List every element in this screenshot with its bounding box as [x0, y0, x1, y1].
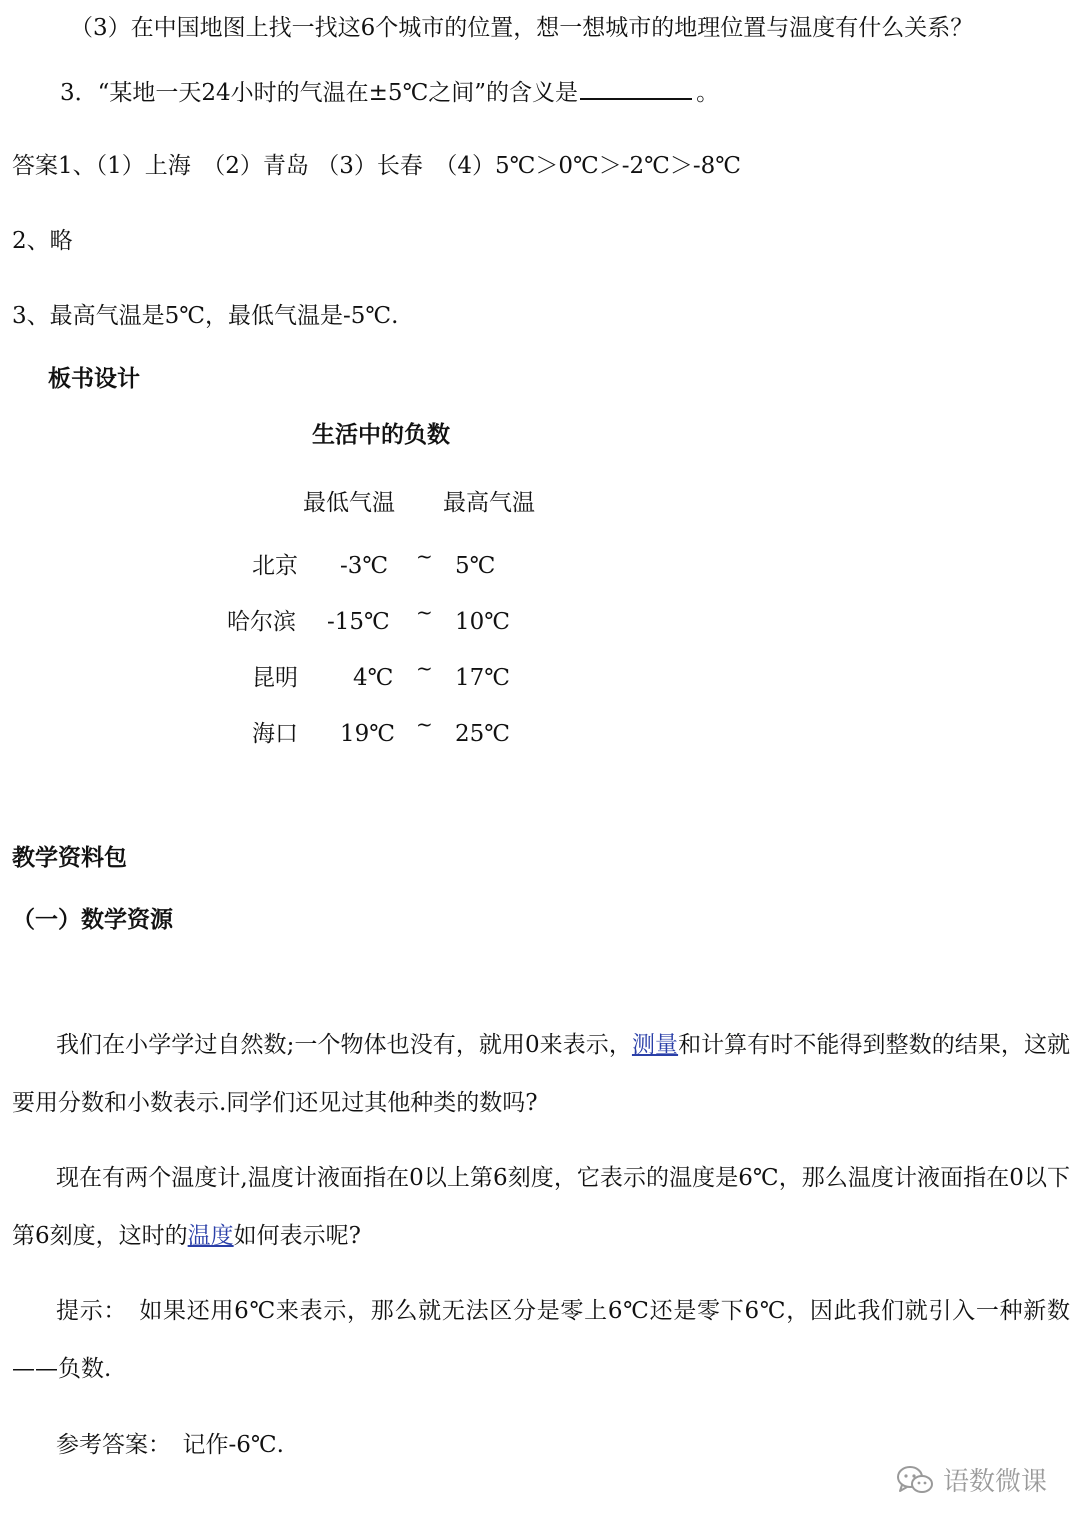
resources-subheading: （一）数学资源	[12, 906, 173, 933]
answer-3: 3、最高气温是5℃，最低气温是-5℃.	[12, 303, 399, 329]
city-name: 海口	[252, 721, 298, 747]
high-temp: 17℃	[455, 665, 510, 691]
low-temp: -3℃	[340, 553, 389, 579]
watermark-label: 语数微课	[943, 1467, 1048, 1497]
paragraph-2-text-b: 如何表示呢?	[233, 1223, 361, 1249]
low-temp: -15℃	[327, 609, 390, 635]
high-temp: 5℃	[455, 553, 496, 579]
range-tilde: ~	[416, 656, 433, 680]
board-heading: 板书设计	[48, 365, 140, 392]
answer-1: 答案1、（1）上海 （2）青岛 （3）长春 （4）5℃＞0℃＞-2℃＞-8℃	[12, 153, 741, 179]
wechat-watermark	[895, 1461, 1047, 1498]
link-measure[interactable]: 测量	[631, 1032, 679, 1058]
city-name: 北京	[252, 553, 298, 579]
city-name: 昆明	[252, 665, 298, 691]
link-temperature[interactable]: 温度	[187, 1223, 234, 1249]
board-title: 生活中的负数	[312, 421, 450, 448]
answer-blank	[580, 76, 692, 100]
question-3-sub: （3）在中国地图上找一找这6个城市的位置，想一想城市的地理位置与温度有什么关系？	[70, 15, 974, 41]
paragraph-2-text-a: 现在有两个温度计,温度计液面指在0以上第6刻度，它表示的温度是6℃，那么温度计液面指在0以下第6刻度，这时的	[12, 1165, 1070, 1249]
range-tilde: ~	[416, 544, 433, 568]
city-name: 哈尔滨	[227, 609, 296, 635]
question-3-text: 3．“某地一天24小时的气温在±5℃之间”的含义是	[60, 80, 579, 106]
high-temp: 10℃	[455, 609, 510, 635]
resources-heading: 教学资料包	[12, 844, 127, 871]
paragraph-1	[12, 1016, 1070, 1132]
answer-2: 2、略	[12, 228, 73, 254]
wechat-icon	[895, 1464, 935, 1496]
paragraph-answer: 参考答案： 记作-6℃.	[56, 1432, 284, 1458]
column-high: 最高气温	[443, 490, 535, 516]
high-temp: 25℃	[455, 721, 510, 747]
range-tilde: ~	[416, 712, 433, 736]
paragraph-hint: 提示： 如果还用6℃来表示，那么就无法区分是零上6℃还是零下6℃，因此我们就引入一种新数——负数.	[12, 1298, 1070, 1382]
column-low: 最低气温	[303, 490, 395, 516]
paragraph-1-text-b: 和计算有时不能得到整数的结果，这就要用分数和小数表示.同学们还见过其他种类的数吗?	[12, 1032, 1071, 1116]
low-temp: 4℃	[353, 665, 394, 691]
question-3-end: 。	[696, 80, 720, 106]
paragraph-2	[12, 1149, 1070, 1265]
paragraph-1-text-a: 我们在小学学过自然数;一个物体也没有，就用0来表示，	[56, 1032, 632, 1058]
low-temp: 19℃	[340, 721, 395, 747]
range-tilde: ~	[416, 600, 433, 624]
question-3	[60, 76, 719, 108]
